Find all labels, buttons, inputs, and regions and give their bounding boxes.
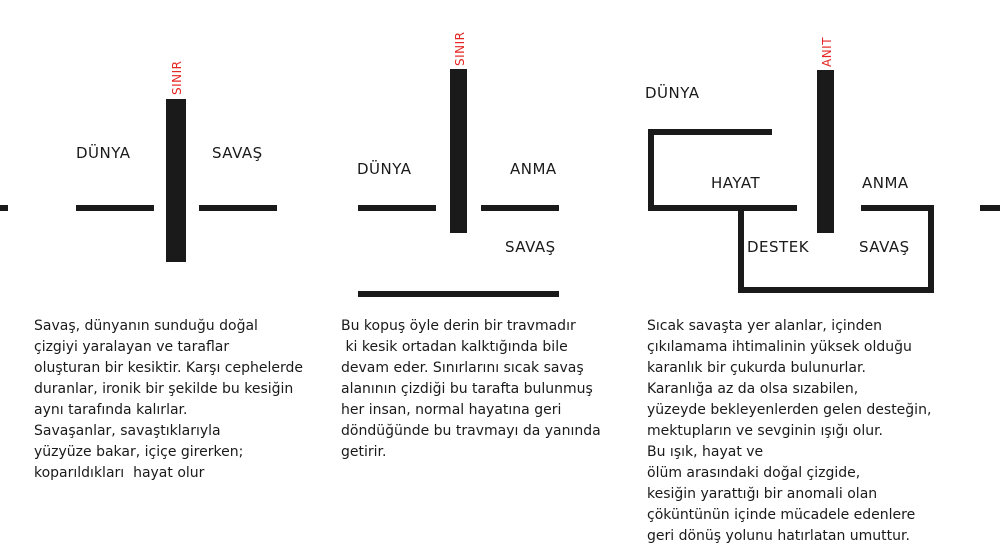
panel1-text-line: Savaş, dünyanın sunduğu doğal	[34, 318, 258, 334]
panel2-diagram	[357, 31, 559, 297]
panel3-text-line: Sıcak savaşta yer alanlar, içinden	[647, 318, 883, 334]
panel3-monument-bar	[817, 70, 834, 233]
panel3-war-label: SAVAŞ	[859, 238, 910, 256]
panel1-war-label: SAVAŞ	[212, 144, 263, 162]
panel1-text-line: aynı tarafında kalırlar.	[34, 402, 188, 418]
panel2-text-line: ki kesik ortadan kalktığında bile	[341, 339, 568, 355]
panel1-border-label: SINIR	[170, 60, 184, 95]
panel3-text-line: çıkılamama ihtimalinin yüksek olduğu	[647, 339, 912, 355]
panel1-border-bar	[166, 99, 186, 262]
panel1-text-line: çizgiyi yaralayan ve taraflar	[34, 339, 230, 355]
panel1-diagram	[76, 60, 277, 262]
panel3-text-line: ölüm arasındaki doğal çizgide,	[647, 465, 861, 481]
panel3-monument-label: ANIT	[820, 36, 834, 67]
panel3-life-loop	[651, 132, 797, 208]
panel3-life-label: HAYAT	[711, 174, 761, 192]
right-edge-dash	[980, 205, 1000, 211]
panel3-memory-label: ANMA	[862, 174, 909, 192]
panel3-support-label: DESTEK	[747, 238, 810, 256]
panel3-text-line: kesiğin yarattığı bir anomali olan	[647, 486, 878, 502]
panel2-text-line: devam eder. Sınırlarını sıcak savaş	[341, 360, 584, 376]
panel2-war-label: SAVAŞ	[505, 238, 556, 256]
panel1-text-line: koparıldıkları hayat olur	[34, 465, 205, 481]
panel1-text-line: Savaşanlar, savaştıklarıyla	[34, 423, 221, 439]
left-edge-dash	[0, 205, 8, 211]
panel2-world-label: DÜNYA	[357, 160, 412, 178]
panel3-paragraph	[647, 316, 931, 547]
panel2-text-line: döndüğünde bu travmayı da yanında	[341, 423, 601, 439]
panel2-world-line-left	[358, 205, 436, 211]
panel1-paragraph	[34, 316, 303, 484]
panel2-text-line: alanının çizdiği bu tarafta bulunmuş	[341, 381, 593, 397]
panel2-memory-label: ANMA	[510, 160, 557, 178]
panel3-text-line: yüzeyde bekleyenlerden gelen desteğin,	[647, 402, 932, 418]
panel2-text-line: her insan, normal hayatına geri	[341, 402, 562, 418]
panel3-text-line: mektupların ve sevginin ışığı olur.	[647, 423, 883, 439]
panel1-world-line-left	[76, 205, 154, 211]
panel3-world-label: DÜNYA	[645, 84, 700, 102]
panel1-text-line: yüzyüze bakar, içiçe girerken;	[34, 444, 244, 460]
panel2-text-line: Bu kopuş öyle derin bir travmadır	[341, 318, 576, 334]
panel3-text-line: Karanlığa az da olsa sızabilen,	[647, 381, 859, 397]
panel3-text-line: çöküntünün içinde mücadele edenlere	[647, 507, 916, 523]
panel3-text-line: Bu ışık, hayat ve	[647, 444, 764, 460]
panel2-paragraph	[341, 316, 601, 463]
panel1-text-line: oluşturan bir kesiktir. Karşı cephelerde	[34, 360, 303, 376]
panel1-world-label: DÜNYA	[76, 144, 131, 162]
panel2-border-bar	[450, 69, 467, 233]
panel2-ground-line	[358, 291, 559, 297]
panel1-world-line-right	[199, 205, 277, 211]
panel3-text-line: geri dönüş yolunu hatırlatan umuttur.	[647, 528, 910, 544]
panel1-text-line: duranlar, ironik bir şekilde bu kesiğin	[34, 381, 294, 397]
panel2-world-line-right	[481, 205, 559, 211]
panel3-text-line: karanlık bir çukurda bulunurlar.	[647, 360, 866, 376]
panel3-diagram	[645, 37, 931, 290]
panel2-text-line: getirir.	[341, 444, 387, 460]
panel2-border-label: SINIR	[453, 31, 467, 66]
